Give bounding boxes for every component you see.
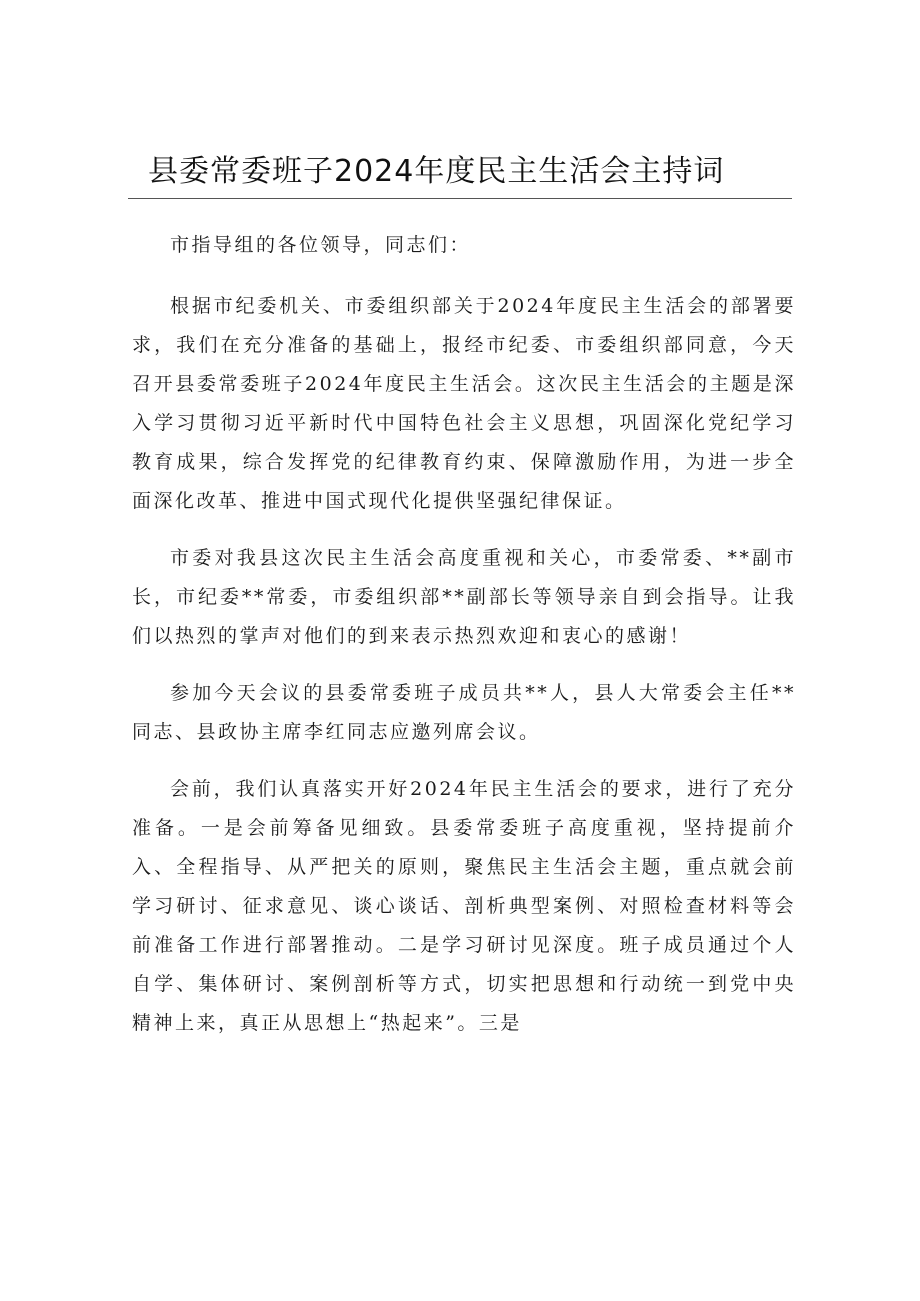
document-body — [132, 226, 796, 1061]
paragraph-preparation: 会前，我们认真落实开好2024年民主生活会的要求，进行了充分准备。一是会前筹备见细致。县委常委班子高度重视，坚持提前介入、全程指导、从严把关的原则，聚焦民主生活会主题，重点就会前学习研讨、征求意见、谈心谈话、剖析典型案例、对照检查材料等会前准备工作进行部署推动。二是学习研讨见深度。班子成员通过个人自学、集体研讨、案例剖析等方式，切实把思想和行动统一到党中央精神上来，真正从思想上“热起来”。三是 — [132, 778, 796, 1034]
paragraph-attendees: 参加今天会议的县委常委班子成员共**人，县人大常委会主任**同志、县政协主席李红同志应邀列席会议。 — [132, 682, 796, 743]
document-title: 县委常委班子2024年度民主生活会主持词 — [148, 154, 725, 189]
paragraph-background: 根据市纪委机关、市委组织部关于2024年度民主生活会的部署要求，我们在充分准备的基础上，报经市纪委、市委组织部同意，今天召开县委常委班子2024年度民主生活会。这次民主生活会的主题是深入学习贯彻习近平新时代中国特色社会主义思想，巩固深化党纪学习教育成果，综合发挥党的纪律教育约束、保障激励作用，为进一步全面深化改革、推进中国式现代化提供坚强纪律保证。 — [132, 295, 796, 512]
paragraph-welcome-leaders: 市委对我县这次民主生活会高度重视和关心，市委常委、**副市长，市纪委**常委，市委组织部**副部长等领导亲自到会指导。让我们以热烈的掌声对他们的到来表示热烈欢迎和衷心的感谢！ — [132, 547, 796, 647]
title-block — [128, 150, 792, 199]
paragraph-greeting: 市指导组的各位领导，同志们： — [170, 234, 472, 256]
